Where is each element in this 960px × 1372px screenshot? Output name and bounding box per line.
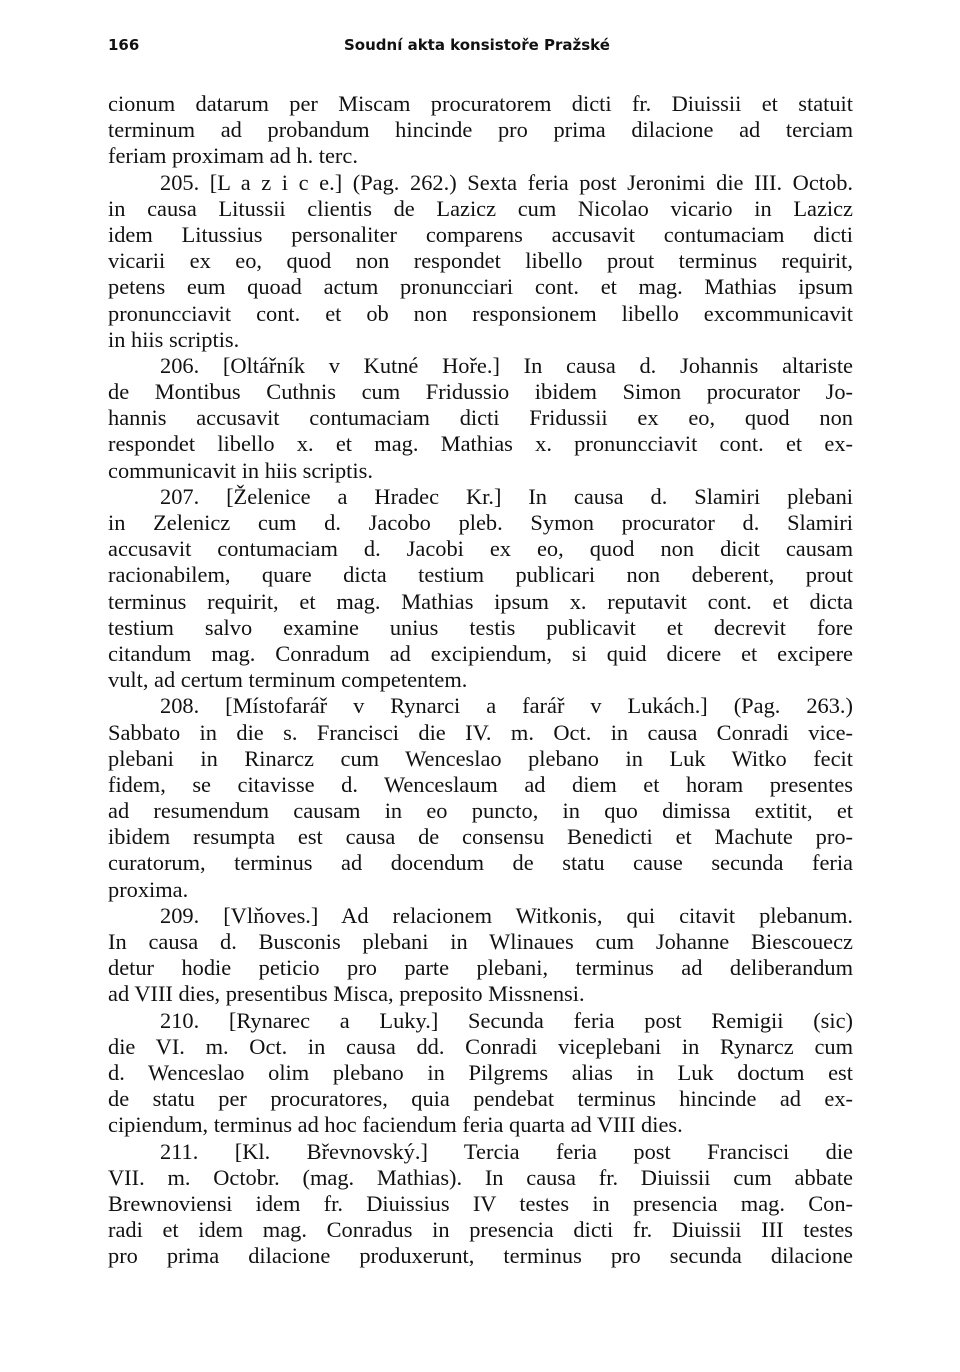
text-line: idem Litussius personaliter comparens accusavit contumaciam dicti — [108, 221, 853, 247]
text-line: 208. [Místofarář v Rynarci a farář v Lukách.] (Pag. 263.) — [160, 693, 853, 719]
text-line: die VI. m. Oct. in causa dd. Conradi viceplebani in Rynarcz cum — [108, 1033, 853, 1059]
text-line: vicarii ex eo, quod non respondet libello prout terminus requirit, — [108, 248, 853, 274]
text-line: in Zelenicz cum d. Jacobo pleb. Symon procurator d. Slamiri — [108, 510, 853, 535]
text-line: terminus requirit, et mag. Mathias ipsum x. reputavit cont. et dicta — [108, 588, 853, 614]
running-title: Soudní akta konsistoře Pražské — [344, 36, 610, 54]
text-line: 211. [Kl. Břevnovský.] Tercia feria post Francisci die — [160, 1138, 853, 1164]
text-line: cionum datarum per Miscam procuratorem dicti fr. Diuissii et statuit — [108, 91, 853, 116]
text-line: accusavit contumaciam d. Jacobi ex eo, quod non dicit causam — [108, 536, 853, 562]
text-line: terminum ad probandum hincinde pro prima dilacione ad terciam — [108, 117, 853, 143]
text-line: testium salvo examine unius testis publicavit et decrevit fore — [108, 614, 853, 640]
text-line: d. Wenceslao olim plebano in Pilgrems alias in Luk doctum est — [108, 1059, 853, 1085]
text-line: vult, ad certum terminum competentem. — [108, 667, 468, 693]
text-line: communicavit in hiis scriptis. — [108, 457, 373, 483]
text-line: fidem, se citavisse d. Wenceslaum ad diem et horam presentes — [108, 771, 853, 797]
body-text — [108, 91, 853, 1269]
text-line: 210. [Rynarec a Luky.] Secunda feria post Remigii (sic) — [160, 1007, 853, 1033]
text-line: VII. m. Octobr. (mag. Mathias). In causa fr. Diuissii cum abbate — [108, 1164, 853, 1190]
text-line: petens eum quoad actum pronuncciari cont. et mag. Mathias ipsum — [108, 274, 853, 300]
page-number: 166 — [108, 36, 140, 54]
text-line: pro prima dilacione produxerunt, terminus pro secunda dilacione — [108, 1243, 853, 1269]
text-line: ibidem resumpta est causa de consensu Benedicti et Machute pro- — [108, 824, 853, 850]
text-line: 205. [L a z i c e.] (Pag. 262.) Sexta feria post Jeronimi die III. Octob. — [160, 169, 853, 195]
text-line: in hiis scriptis. — [108, 326, 240, 352]
text-line: in causa Litussii clientis de Lazicz cum Nicolao vicario in Lazicz — [108, 195, 853, 221]
text-line: respondet libello x. et mag. Mathias x. pronuncciavit cont. et ex- — [108, 431, 853, 457]
text-line: citandum mag. Conradum ad excipiendum, si quid dicere et excipere — [108, 640, 853, 666]
text-line: In causa d. Busconis plebani in Wlinaues cum Johanne Biescouecz — [108, 929, 853, 954]
text-line: plebani in Rinarcz cum Wenceslao plebano in Luk Witko fecit — [108, 745, 853, 771]
text-line: de Montibus Cuthnis cum Fridussio ibidem Simon procurator Jo- — [108, 379, 853, 405]
text-line: Sabbato in die s. Francisci die IV. m. Oct. in causa Conradi vice- — [108, 719, 853, 745]
text-line: 206. [Oltářník v Kutné Hoře.] In causa d. Johannis altariste — [160, 352, 853, 378]
running-head — [108, 30, 853, 60]
text-line: ad VIII dies, presentibus Misca, preposito Missnensi. — [108, 981, 585, 1007]
text-line: 207. [Želenice a Hradec Kr.] In causa d. Slamiri plebani — [160, 483, 853, 509]
text-line: feriam proximam ad h. terc. — [108, 143, 358, 169]
text-line: racionabilem, quare dicta testium publicari non deberent, prout — [108, 562, 853, 588]
text-line: proxima. — [108, 876, 189, 902]
text-line: Brewnoviensi idem fr. Diuissius IV testes in presencia mag. Con- — [108, 1190, 853, 1216]
text-line: curatorum, terminus ad docendum de statu cause secunda feria — [108, 850, 853, 876]
text-line: ad resumendum causam in eo puncto, in quo dimissa extitit, et — [108, 798, 853, 824]
text-line: radi et idem mag. Conradus in presencia dicti fr. Diuissii III testes — [108, 1217, 853, 1243]
text-line: 209. [Vlňoves.] Ad relacionem Witkonis, qui citavit plebanum. — [160, 902, 853, 928]
text-line: cipiendum, terminus ad hoc faciendum feria quarta ad VIII dies. — [108, 1112, 683, 1138]
text-line: de statu per procuratores, quia pendebat terminus hincinde ad ex- — [108, 1086, 853, 1112]
text-line: pronuncciavit cont. et ob non responsionem libello excommunicavit — [108, 300, 853, 326]
text-line: hannis accusavit contumaciam dicti Fridussii ex eo, quod non — [108, 405, 853, 431]
text-line: detur hodie peticio pro parte plebani, terminus ad deliberandum — [108, 955, 853, 981]
